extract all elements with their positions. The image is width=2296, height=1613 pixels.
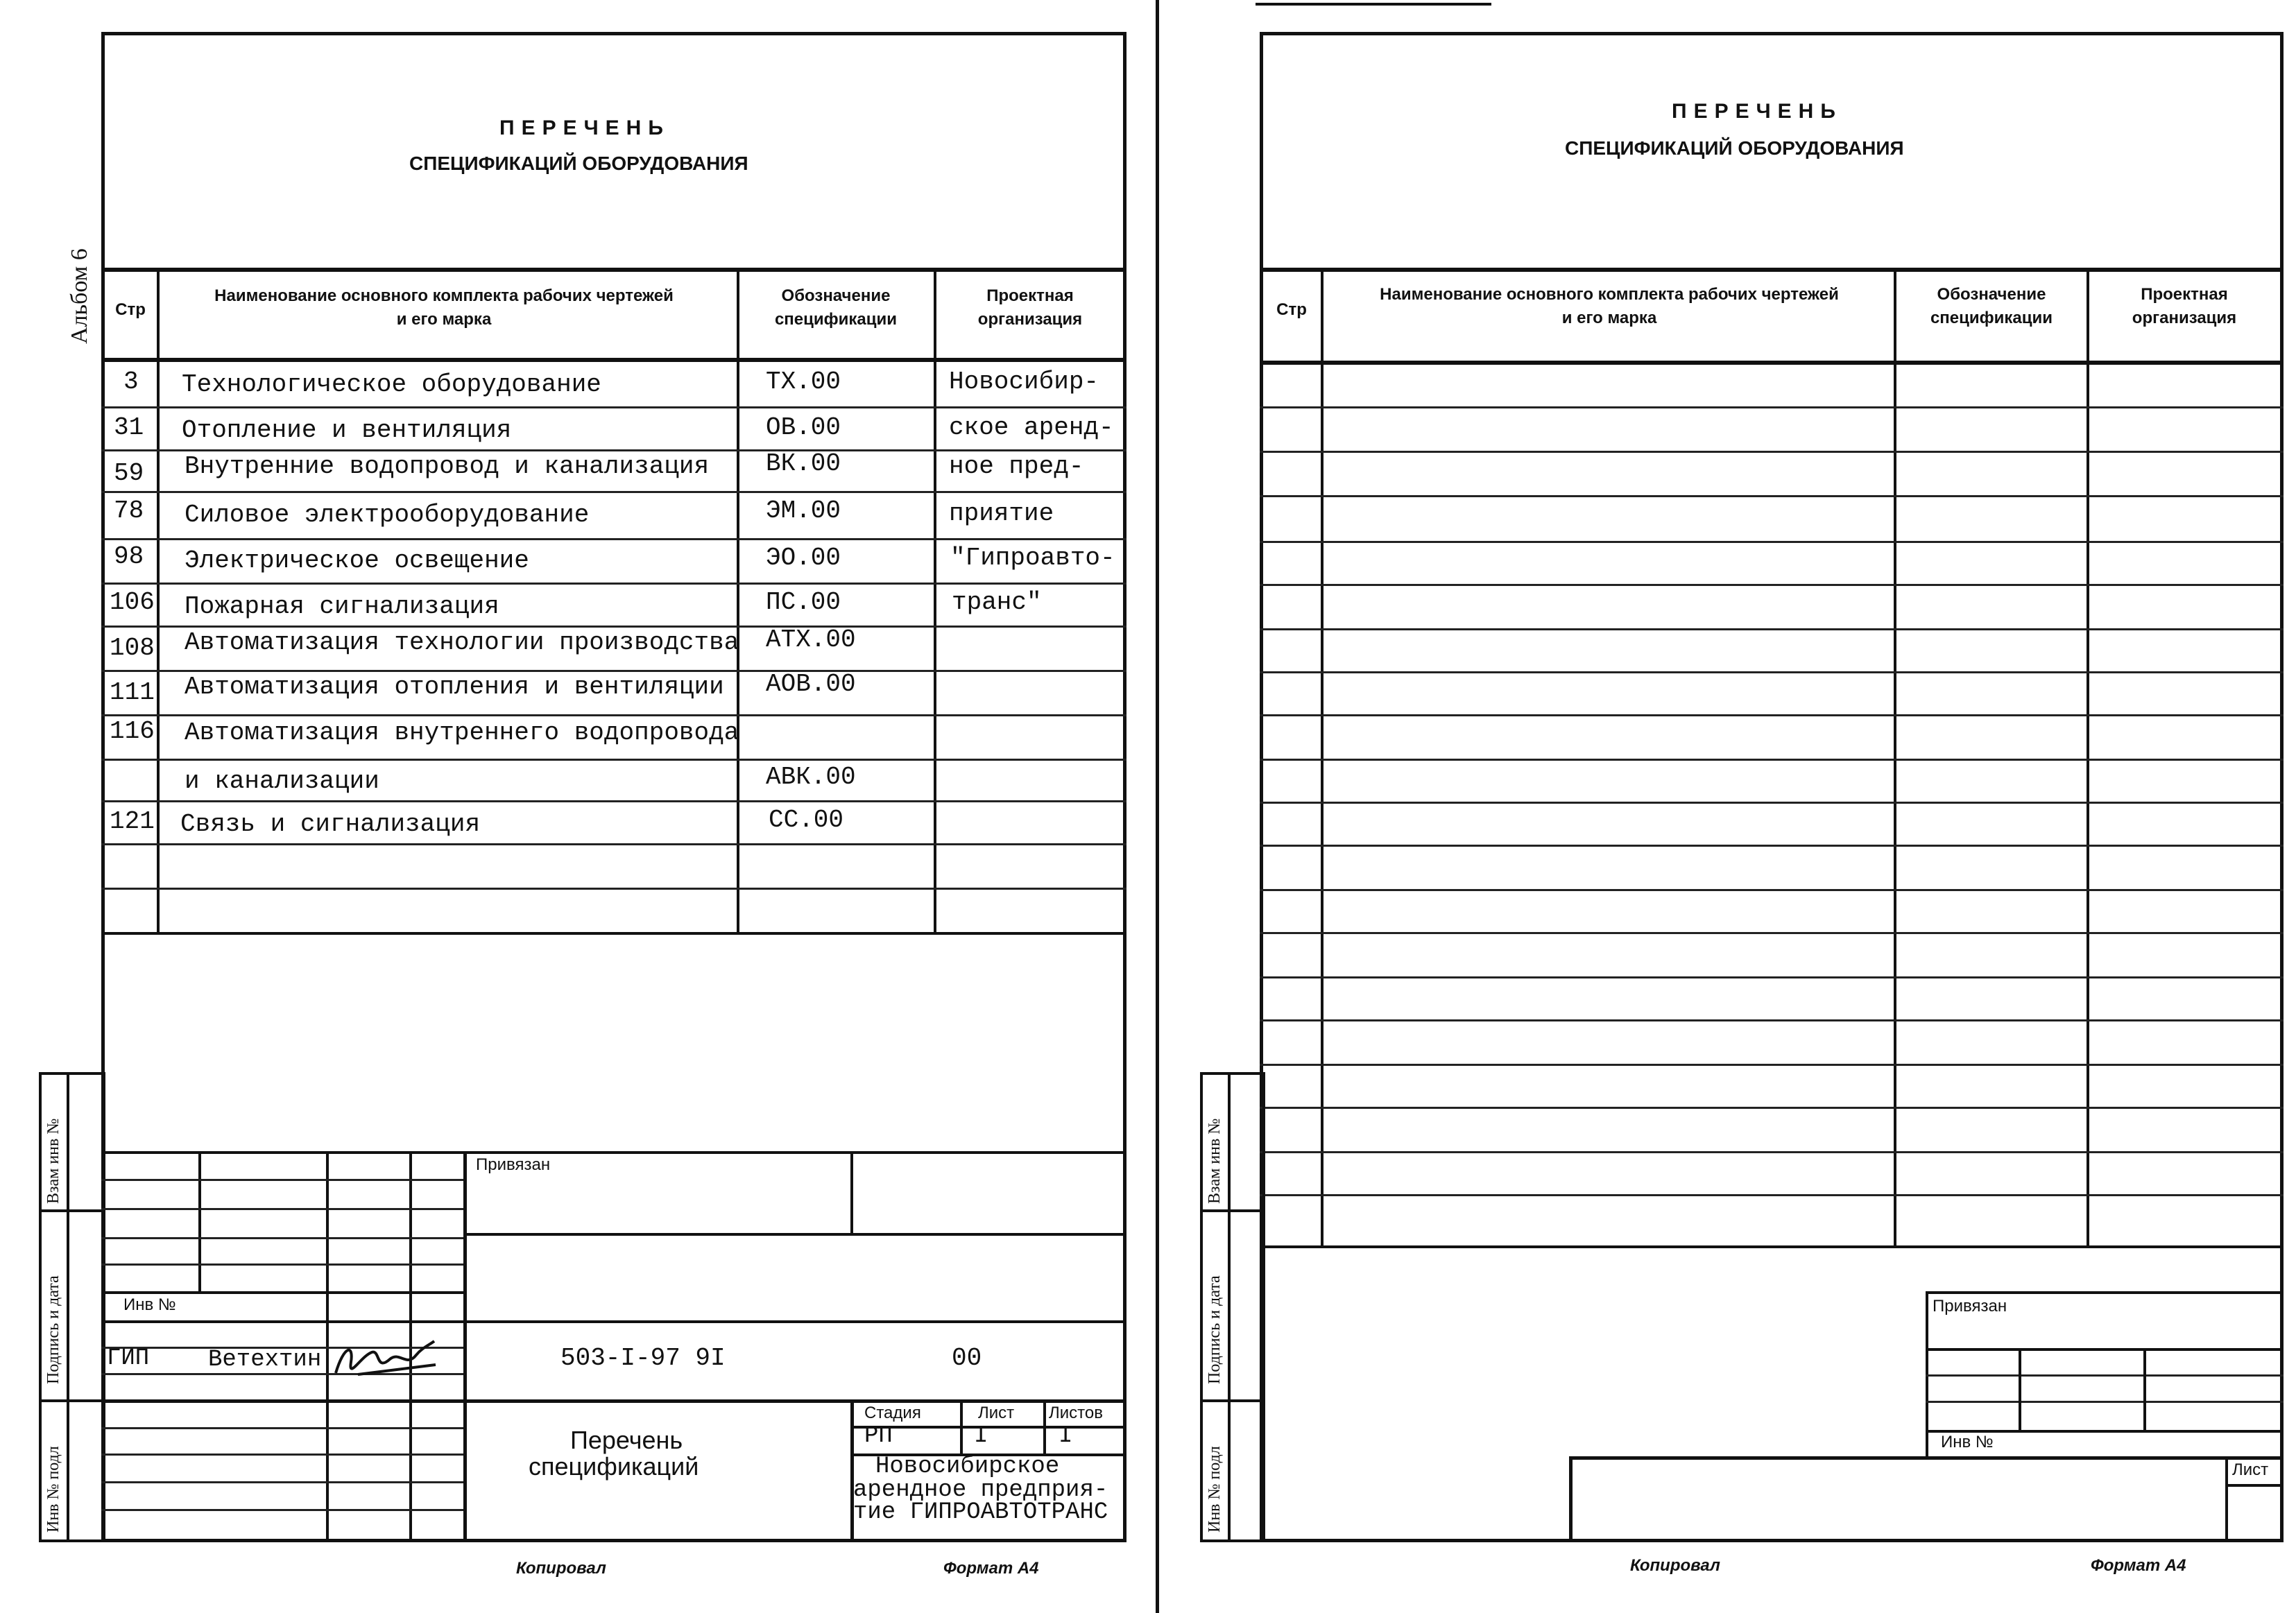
left-row-4-page: 78 bbox=[114, 497, 144, 525]
left-stamp-gip: ГИП bbox=[107, 1345, 150, 1372]
left-col-header-name: Наименование основного комплекта рабочих чертежей и его марка bbox=[214, 286, 674, 329]
right-row-line bbox=[1260, 1064, 2284, 1066]
signature-icon bbox=[330, 1331, 441, 1387]
left-row-10-name: и канализации bbox=[185, 767, 379, 795]
left-stamp-sheet-label: Лист bbox=[978, 1404, 1015, 1422]
right-row-line bbox=[1260, 1019, 2284, 1021]
left-row-11-code: СС.00 bbox=[769, 806, 844, 834]
left-stamp-col bbox=[463, 1151, 467, 1542]
left-stamp-sheets: I bbox=[1059, 1423, 1073, 1449]
left-stamp-org-1: Новосибирское bbox=[875, 1454, 1060, 1480]
right-stamp-row bbox=[1926, 1401, 2284, 1403]
left-col-header-designation: Обозначение спецификации bbox=[774, 286, 898, 329]
left-row-11-name: Связь и сигнализация bbox=[180, 810, 481, 838]
left-stamp-row bbox=[101, 1454, 463, 1456]
left-table-bottom-line bbox=[101, 932, 1126, 935]
left-footer-copied: Копировал bbox=[516, 1559, 606, 1578]
right-row-line bbox=[1260, 451, 2284, 453]
right-side-vzam: Взам инв № bbox=[1206, 1118, 1224, 1204]
right-stamp-row bbox=[1926, 1348, 2284, 1351]
right-row-line bbox=[1260, 1107, 2284, 1109]
right-row-line bbox=[1260, 495, 2284, 497]
right-col-header-name: Наименование основного комплекта рабочих чертежей и его марка bbox=[1380, 285, 1839, 327]
left-side-strip-line bbox=[39, 1399, 105, 1402]
right-row-line bbox=[1260, 584, 2284, 586]
left-row-line bbox=[101, 491, 1126, 493]
left-row-8-name: Автоматизация отопления и вентиляции bbox=[185, 673, 724, 701]
left-row-3-org: ное пред- bbox=[949, 452, 1084, 481]
left-row-4-name: Силовое электрооборудование bbox=[185, 501, 590, 529]
left-row-6-name: Пожарная сигнализация bbox=[185, 592, 499, 621]
left-row-2-page: 31 bbox=[114, 413, 144, 442]
left-stamp-row bbox=[101, 1427, 463, 1429]
right-col-line-2 bbox=[1894, 268, 1896, 1247]
right-row-line bbox=[1260, 406, 2284, 408]
left-col-line-2 bbox=[737, 268, 739, 933]
left-col-line-3 bbox=[934, 268, 936, 933]
right-col-line-1 bbox=[1321, 268, 1323, 1247]
left-stamp-inv-no: Инв № bbox=[123, 1295, 176, 1314]
left-row-6-code: ПС.00 bbox=[766, 588, 841, 616]
right-stamp-col bbox=[2143, 1348, 2146, 1430]
left-row-7-name: Автоматизация технологии производства bbox=[185, 628, 739, 657]
left-footer-format: Формат А4 bbox=[943, 1559, 1039, 1578]
right-row-line bbox=[1260, 976, 2284, 978]
left-header-bottom-line bbox=[101, 358, 1126, 362]
left-stamp-privyazan: Привязан bbox=[476, 1155, 551, 1174]
left-row-line bbox=[101, 538, 1126, 540]
left-col-header-page: Стр bbox=[115, 300, 146, 319]
left-stamp-col bbox=[198, 1151, 201, 1291]
left-stamp-org-2: арендное предприя- bbox=[853, 1477, 1108, 1503]
left-stamp-doc-title-2: спецификаций bbox=[529, 1452, 699, 1481]
left-row-11-page: 121 bbox=[110, 807, 155, 836]
center-divider bbox=[1156, 0, 1159, 1613]
right-side-strip-divider bbox=[1228, 1072, 1231, 1542]
left-row-5-name: Электрическое освещение bbox=[185, 546, 529, 575]
left-stamp-row bbox=[101, 1179, 463, 1181]
right-stamp-main bbox=[1569, 1456, 2284, 1542]
right-col-header-organization: Проектная организация bbox=[2132, 285, 2237, 327]
left-col-line-1 bbox=[157, 268, 160, 933]
left-row-1-page: 3 bbox=[123, 368, 139, 396]
left-row-8-page: 111 bbox=[110, 678, 155, 707]
left-stamp-row bbox=[101, 1237, 463, 1239]
right-row-line bbox=[1260, 889, 2284, 891]
left-stamp-stage-label: Стадия bbox=[864, 1404, 921, 1422]
left-stamp-gip-name: Ветехтин bbox=[208, 1347, 322, 1373]
left-stamp-doc-suffix: 00 bbox=[952, 1344, 982, 1372]
right-row-line bbox=[1260, 845, 2284, 847]
left-row-6-org: транс" bbox=[952, 588, 1042, 616]
right-stamp-privyazan: Привязан bbox=[1933, 1297, 2007, 1316]
left-stamp-row bbox=[101, 1399, 1126, 1403]
album-label: Альбом 6 bbox=[67, 248, 92, 344]
right-row-line bbox=[1260, 671, 2284, 673]
left-side-inv: Инв № подл bbox=[44, 1446, 62, 1533]
left-stamp-row bbox=[463, 1233, 1126, 1236]
left-stamp-row bbox=[101, 1481, 463, 1483]
right-footer-format: Формат А4 bbox=[2091, 1556, 2186, 1575]
right-col-header-designation: Обозначение спецификации bbox=[1930, 285, 2053, 327]
right-row-line bbox=[1260, 714, 2284, 716]
left-stamp-sheets-label: Листов bbox=[1049, 1404, 1103, 1422]
left-row-2-name: Отопление и вентиляция bbox=[182, 416, 512, 445]
right-stamp-inv-no: Инв № bbox=[1941, 1433, 1994, 1451]
right-row-line bbox=[1260, 541, 2284, 543]
right-side-inv: Инв № подл bbox=[1206, 1446, 1224, 1533]
right-side-strip-line bbox=[1200, 1399, 1265, 1402]
right-row-line bbox=[1260, 759, 2284, 761]
left-row-line bbox=[101, 759, 1126, 761]
left-row-5-org: "Гипроавто- bbox=[950, 544, 1115, 572]
right-row-line bbox=[1260, 628, 2284, 630]
left-row-2-org: ское аренд- bbox=[949, 413, 1114, 442]
right-stamp-col bbox=[2019, 1348, 2021, 1430]
left-row-1-org: Новосибир- bbox=[949, 368, 1099, 396]
left-row-5-code: ЭО.00 bbox=[766, 544, 841, 572]
right-col-header-page: Стр bbox=[1276, 300, 1307, 319]
right-title-line2: СПЕЦИФИКАЦИЙ ОБОРУДОВАНИЯ bbox=[1565, 137, 1904, 159]
left-row-8-code: АОВ.00 bbox=[766, 670, 856, 698]
right-side-strip-line bbox=[1200, 1209, 1265, 1212]
left-stamp-row bbox=[101, 1320, 1126, 1323]
left-row-7-code: АТХ.00 bbox=[766, 626, 856, 654]
left-stamp-row bbox=[101, 1208, 463, 1210]
left-row-4-org: приятие bbox=[949, 499, 1054, 528]
left-row-line bbox=[101, 449, 1126, 451]
left-side-strip-line bbox=[39, 1209, 105, 1212]
right-row-line bbox=[1260, 932, 2284, 934]
left-row-6-page: 106 bbox=[110, 588, 155, 616]
right-stamp-row bbox=[1926, 1374, 2284, 1377]
right-title-line1: ПЕРЕЧЕНЬ bbox=[1672, 100, 1842, 123]
left-side-podpis: Подпись и дата bbox=[44, 1275, 62, 1384]
left-row-line bbox=[101, 714, 1126, 716]
right-stamp-top bbox=[1926, 1291, 2284, 1294]
left-side-strip-divider bbox=[67, 1072, 69, 1542]
left-row-5-page: 98 bbox=[114, 542, 144, 571]
left-stamp-row bbox=[101, 1509, 463, 1511]
left-row-10-code: АВК.00 bbox=[766, 763, 856, 791]
right-top-tick bbox=[1256, 3, 1491, 6]
right-row-line bbox=[1260, 1151, 2284, 1153]
left-title-line1: ПЕРЕЧЕНЬ bbox=[499, 117, 670, 139]
left-title-line2: СПЕЦИФИКАЦИЙ ОБОРУДОВАНИЯ bbox=[409, 153, 748, 174]
left-row-1-name: Технологическое оборудование bbox=[182, 370, 601, 399]
left-row-3-page: 59 bbox=[114, 459, 144, 488]
left-row-1-code: ТХ.00 bbox=[766, 368, 841, 396]
left-stamp-col bbox=[850, 1151, 853, 1233]
left-row-line bbox=[101, 800, 1126, 802]
left-stamp-org-3: тие ГИПРОАВТОТРАНС bbox=[853, 1499, 1108, 1526]
right-row-line bbox=[1260, 802, 2284, 804]
right-footer-copied: Копировал bbox=[1630, 1556, 1720, 1575]
right-stamp-row bbox=[2225, 1484, 2284, 1487]
left-stamp-row bbox=[101, 1263, 463, 1266]
right-col-line-3 bbox=[2087, 268, 2089, 1247]
left-row-line bbox=[101, 406, 1126, 408]
left-stamp-top bbox=[101, 1151, 1126, 1154]
left-row-line bbox=[101, 670, 1126, 672]
left-side-vzam: Взам инв № bbox=[44, 1118, 62, 1204]
right-side-podpis: Подпись и дата bbox=[1206, 1275, 1224, 1384]
right-stamp-col bbox=[2225, 1456, 2228, 1542]
left-row-line bbox=[101, 888, 1126, 890]
left-row-2-code: ОВ.00 bbox=[766, 413, 841, 442]
left-row-4-code: ЭМ.00 bbox=[766, 497, 841, 525]
left-row-line bbox=[101, 843, 1126, 845]
right-stamp-sheet-label: Лист bbox=[2232, 1460, 2269, 1479]
left-col-header-organization: Проектная организация bbox=[977, 286, 1083, 329]
left-row-9-name: Автоматизация внутреннего водопровода bbox=[185, 718, 739, 747]
left-stamp-doc-title-1: Перечень bbox=[570, 1426, 683, 1454]
right-header-bottom-line bbox=[1260, 361, 2284, 365]
right-header-top-line bbox=[1260, 268, 2284, 272]
left-row-7-page: 108 bbox=[110, 634, 155, 662]
left-stamp-doc-code: 503-I-97 9I bbox=[560, 1344, 726, 1372]
left-row-9-page: 116 bbox=[110, 717, 155, 745]
left-stamp-row bbox=[101, 1291, 463, 1294]
left-row-3-name: Внутренние водопровод и канализация bbox=[185, 452, 710, 481]
left-stamp-sheet: I bbox=[974, 1423, 988, 1449]
left-row-3-code: ВК.00 bbox=[766, 449, 841, 478]
right-table-bottom-line bbox=[1260, 1245, 2284, 1248]
right-row-line bbox=[1260, 1194, 2284, 1196]
left-stamp-stage: РП bbox=[864, 1423, 893, 1449]
left-header-top-line bbox=[101, 268, 1126, 272]
left-row-line bbox=[101, 583, 1126, 585]
right-frame bbox=[1260, 32, 2284, 1542]
left-row-line bbox=[101, 626, 1126, 628]
